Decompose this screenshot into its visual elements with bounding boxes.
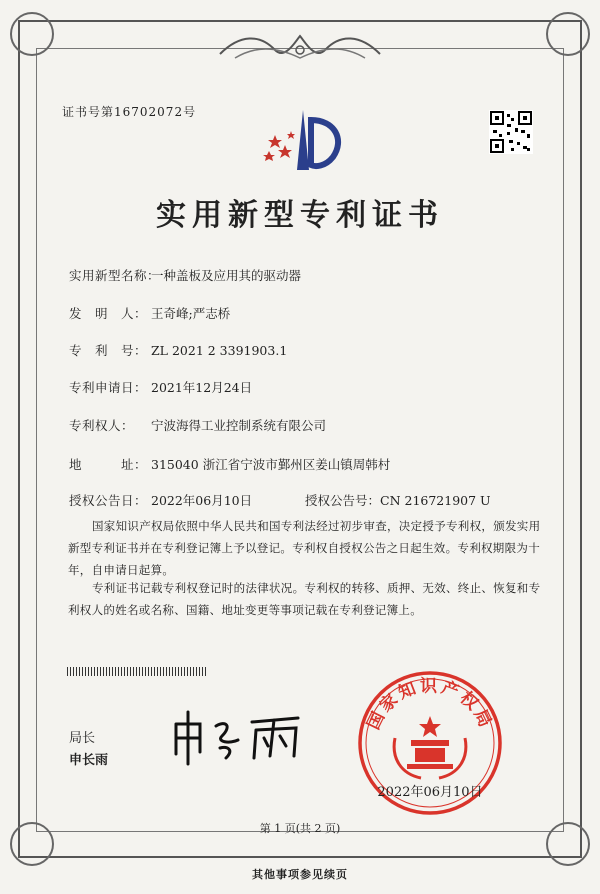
field-patentee <box>69 416 326 434</box>
field-label: 专利申请日： <box>69 380 148 395</box>
handwritten-signature <box>168 706 308 766</box>
paragraph-legal-status: 专利证书记载专利权登记时的法律状况。专利权的转移、质押、无效、终止、恢复和专利权人的姓名或名称、国籍、地址变更等事项记载在专利登记簿上。 <box>68 581 541 617</box>
field-grant-announcement-date <box>69 491 252 509</box>
field-value: 2022年06月10日 <box>151 493 253 508</box>
field-label: 授权公告号： <box>305 493 381 508</box>
qr-code-icon <box>489 110 533 154</box>
page-title: 实用新型专利证书 <box>156 198 444 233</box>
paragraph-decision: 国家知识产权局依照中华人民共和国专利法经过初步审查，决定授予专利权，颁发实用新型专利证书并在专利登记簿上予以登记。专利权自授权公告之日起生效。专利权期限为十年，自申请日起算。 <box>68 519 541 577</box>
field-label: 专利权人： <box>69 418 135 433</box>
page-number: 第 1 页(共 2 页) <box>259 822 341 835</box>
cnipa-logo-icon <box>255 105 350 180</box>
field-label: 发 明 人： <box>69 306 148 321</box>
corner-ornament <box>546 12 590 56</box>
official-seal <box>355 668 505 818</box>
seal-date: 2022年06月10日 <box>377 785 483 800</box>
field-value: 2021年12月24日 <box>151 380 253 395</box>
seal-text: 国家知识产权局 <box>363 676 497 733</box>
field-value: 一种盖板及应用其的驱动器 <box>151 268 302 283</box>
signature-name: 申长雨 <box>69 753 109 768</box>
corner-ornament <box>10 12 54 56</box>
field-label: 授权公告日： <box>69 493 148 508</box>
certificate-number: 证书号第16702072号 <box>62 105 197 119</box>
field-value: ZL 2021 2 3391903.1 <box>151 343 288 358</box>
top-ornament <box>215 32 385 66</box>
signature-title: 局长 <box>69 731 96 746</box>
divider <box>67 667 207 676</box>
field-patent-number <box>69 341 287 359</box>
field-label: 专 利 号： <box>69 343 148 358</box>
field-value: 王奇峰;严志桥 <box>151 306 231 321</box>
field-grant-announcement-number <box>305 491 491 509</box>
field-inventor <box>69 304 230 322</box>
field-utility-model-name <box>69 266 301 284</box>
field-address <box>69 455 390 473</box>
field-filing-date <box>69 378 252 396</box>
field-value: 宁波海得工业控制系统有限公司 <box>151 418 327 433</box>
field-label: 实用新型名称： <box>69 268 161 283</box>
footer-note: 其他事项参见续页 <box>252 868 348 881</box>
field-value: 315040 浙江省宁波市鄞州区姜山镇周韩村 <box>151 457 391 472</box>
field-label: 地 址： <box>69 457 148 472</box>
field-value: CN 216721907 U <box>380 493 491 508</box>
